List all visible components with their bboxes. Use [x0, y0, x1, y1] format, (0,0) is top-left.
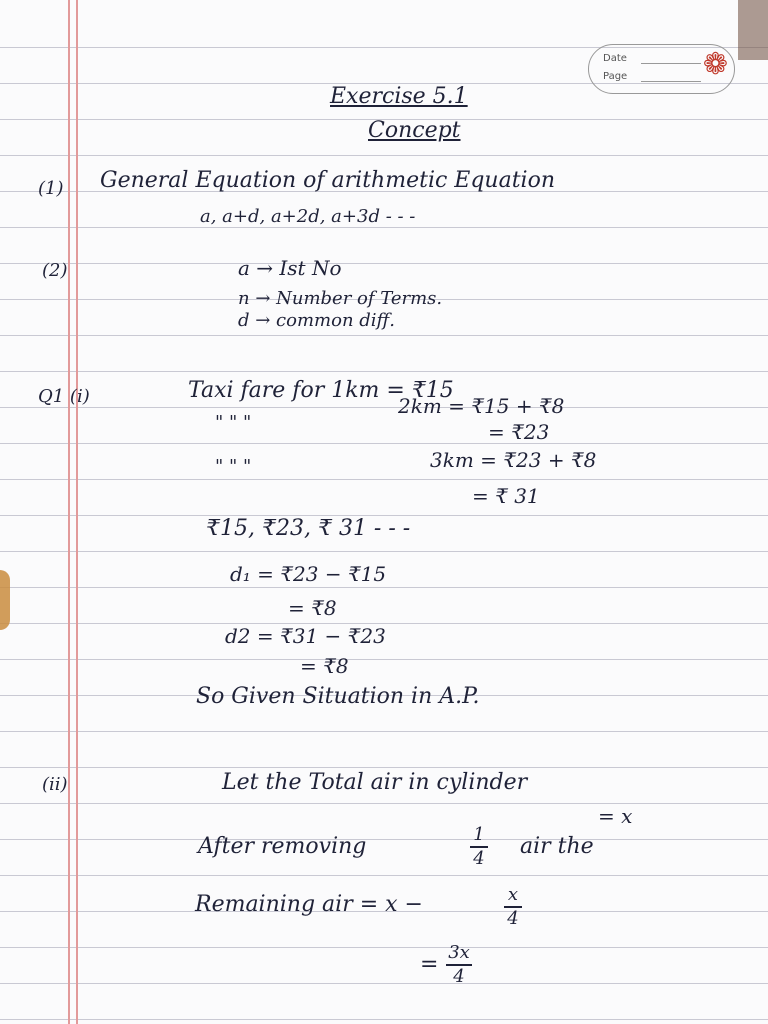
q1-line-2: 2km = ₹15 + ₹8	[398, 394, 565, 418]
difference-2: d2 = ₹31 − ₹23	[225, 624, 386, 648]
fraction-denominator: 4	[473, 848, 485, 869]
q2-line-1: Let the Total air in cylinder	[222, 770, 528, 795]
concept-line-1: General Equation of arithmetic Equation	[100, 168, 556, 193]
question-label: Q1 (i)	[38, 386, 90, 407]
q2-line-1b: = x	[598, 804, 633, 828]
sequence-line: ₹15, ₹23, ₹ 31 - - -	[206, 516, 411, 541]
fraction-3x-over-4	[446, 944, 472, 986]
concept-line-2: a, a+d, a+2d, a+3d - - -	[200, 206, 416, 227]
margin-line	[68, 0, 70, 1024]
fraction-one-fourth	[470, 826, 488, 868]
q2-line-2: After removing	[198, 834, 367, 859]
fraction-x-over-4	[504, 886, 522, 928]
finger-shadow	[0, 570, 10, 630]
q2-line-3: Remaining air = x −	[195, 892, 423, 917]
difference-1-result: = ₹8	[288, 596, 337, 620]
fraction-numerator: 3x	[448, 942, 470, 963]
difference-2-result: = ₹8	[300, 654, 349, 678]
date-label: Date	[603, 53, 627, 64]
page-corner-shadow	[738, 0, 768, 60]
q2-line-2b: air the	[520, 834, 594, 859]
q1-line-5: = ₹ 31	[472, 484, 540, 508]
q2-line-4-equals: =	[420, 952, 439, 977]
q1-line-3: = ₹23	[488, 420, 550, 444]
q1-line-4: 3km = ₹23 + ₹8	[430, 448, 597, 472]
fraction-numerator: 1	[473, 824, 485, 845]
date-line	[641, 63, 701, 64]
page-subtitle: Concept	[368, 118, 461, 143]
flower-icon: ❁	[702, 47, 728, 82]
definition-n: n → Number of Terms.	[238, 288, 443, 309]
item-number-2: (2)	[42, 260, 68, 281]
date-page-box	[588, 44, 735, 94]
conclusion: So Given Situation in A.P.	[196, 684, 480, 709]
ditto-marks: " " "	[215, 456, 252, 477]
fraction-denominator: 4	[507, 908, 519, 929]
definition-d: d → common diff.	[238, 310, 396, 331]
ditto-marks: " " "	[215, 412, 252, 433]
page-line	[641, 81, 701, 82]
fraction-denominator: 4	[453, 966, 465, 987]
page-label: Page	[603, 71, 628, 82]
page-title: Exercise 5.1	[330, 84, 468, 109]
fraction-numerator: x	[507, 884, 519, 905]
q1-line-1: Taxi fare for 1km = ₹15	[188, 378, 454, 403]
margin-line	[76, 0, 78, 1024]
item-number-1: (1)	[38, 178, 64, 199]
subquestion-label: (ii)	[42, 774, 68, 795]
definition-a: a → Ist No	[238, 256, 342, 280]
difference-1: d₁ = ₹23 − ₹15	[230, 562, 387, 586]
